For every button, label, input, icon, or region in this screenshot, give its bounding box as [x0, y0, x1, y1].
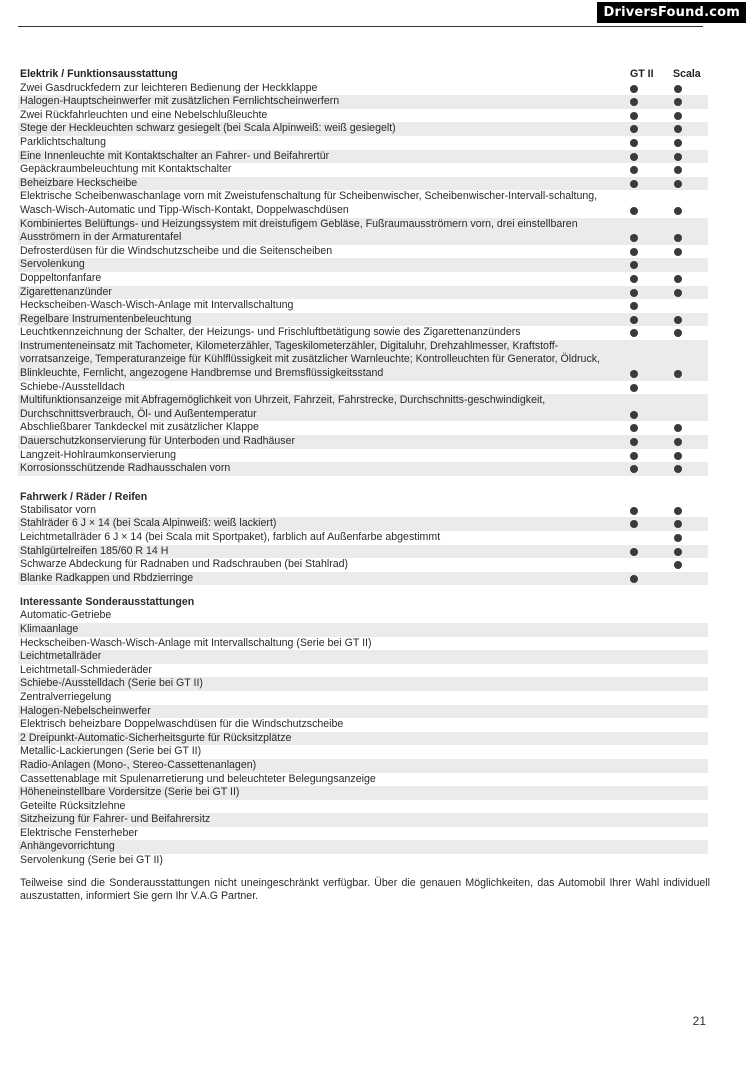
watermark-logo: DriversFound.com — [597, 2, 746, 23]
row-label: Instrumenteneinsatz mit Tachometer, Kilometerzähler, Tageskilometerzähler, Digitaluhr, Drehzahlmesser, Kraftstoff-vorratsanzeige, Temperaturanzeige für Kühlflüssigkeit mit zusätzlicher Warnleuchte; Kontrolleuchten für Generator, Öldruck, Blinkleuchte, Fernlicht, angezogene Handbremse und Bremsflüssigkeitsstand — [20, 339, 600, 380]
table-row — [18, 381, 708, 395]
row-label: Zentralverriegelung — [20, 690, 112, 703]
gt-standard-dot-icon — [630, 575, 638, 583]
row-label: Leichtmetallräder — [20, 650, 102, 663]
gt-standard-dot-icon — [630, 112, 638, 120]
row-label: Beheizbare Heckscheibe — [20, 176, 138, 189]
table-row — [18, 122, 708, 136]
row-label: Dauerschutzkonservierung für Unterboden und Radhäuser — [20, 435, 296, 448]
table-row — [18, 705, 708, 719]
page-number: 21 — [692, 1014, 706, 1028]
row-label: Leuchtkennzeichnung der Schalter, der Heizungs- und Frischluftbetätigung sowie des Zigarettenanzünders — [20, 326, 521, 339]
row-label: Parklichtschaltung — [20, 135, 106, 148]
gt-standard-dot-icon — [630, 207, 638, 215]
row-label: Stahlgürtelreifen 185/60 R 14 H — [20, 544, 169, 557]
table-row — [18, 545, 708, 559]
table-row — [18, 609, 708, 623]
row-label: Anhängevorrichtung — [20, 840, 115, 853]
gt-standard-dot-icon — [630, 261, 638, 269]
row-label: Schiebe-/Ausstelldach — [20, 380, 125, 393]
scala-standard-dot-icon — [674, 153, 682, 161]
top-divider — [18, 26, 703, 27]
gt-standard-dot-icon — [630, 452, 638, 460]
gt-standard-dot-icon — [630, 384, 638, 392]
scala-standard-dot-icon — [674, 234, 682, 242]
row-label: Automatic-Getriebe — [20, 609, 112, 622]
footnote: Teilweise sind die Sonderausstattungen nicht uneingeschränkt verfügbar. Über die genauen Möglichkeiten, das Automobil Ihrer Wahl individuell auszustatten, informiert Sie gern Ihr V.A.G Partner. — [20, 876, 710, 903]
table-row — [18, 800, 708, 814]
table-row — [18, 95, 708, 109]
table-row — [18, 572, 708, 586]
table-row — [18, 421, 708, 435]
scala-standard-dot-icon — [674, 561, 682, 569]
row-label: Elektrische Scheibenwaschanlage vorn mit Zweistufenschaltung für Scheibenwischer, Scheibenwischer-Intervall-schaltung, Wasch-Wisch-Automatic und Tipp-Wisch-Kontakt, Doppelwaschdüsen — [20, 190, 598, 216]
table-row — [18, 150, 708, 164]
scala-standard-dot-icon — [674, 438, 682, 446]
scala-standard-dot-icon — [674, 98, 682, 106]
scala-standard-dot-icon — [674, 112, 682, 120]
scala-standard-dot-icon — [674, 275, 682, 283]
table-row — [18, 258, 708, 272]
table-row — [18, 340, 708, 381]
row-label: Halogen-Nebelscheinwerfer — [20, 704, 151, 717]
section-title-fahrwerk: Fahrwerk / Räder / Reifen — [20, 490, 148, 503]
table-row — [18, 272, 708, 286]
scala-standard-dot-icon — [674, 207, 682, 215]
table-row — [18, 732, 708, 746]
row-label: 2 Dreipunkt-Automatic-Sicherheitsgurte für Rücksitzplätze — [20, 731, 292, 744]
row-label: Schiebe-/Ausstelldach (Serie bei GT II) — [20, 677, 203, 690]
row-label: Heckscheiben-Wasch-Wisch-Anlage mit Intervallschaltung (Serie bei GT II) — [20, 636, 372, 649]
row-label: Servolenkung — [20, 258, 85, 271]
gt-standard-dot-icon — [630, 125, 638, 133]
table-row — [18, 504, 708, 518]
section-rows-fahrwerk — [18, 504, 708, 586]
table-row — [18, 299, 708, 313]
gt-standard-dot-icon — [630, 180, 638, 188]
row-label: Klimaanlage — [20, 622, 79, 635]
table-row — [18, 786, 708, 800]
table-row — [18, 637, 708, 651]
row-label: Zwei Gasdruckfedern zur leichteren Bedienung der Heckklappe — [20, 81, 318, 94]
row-label: Stabilisator vorn — [20, 503, 96, 516]
row-label: Schwarze Abdeckung für Radnaben und Radschrauben (bei Stahlrad) — [20, 558, 349, 571]
table-row — [18, 190, 708, 217]
row-label: Halogen-Hauptscheinwerfer mit zusätzlichen Fernlichtscheinwerfern — [20, 95, 340, 108]
gt-standard-dot-icon — [630, 98, 638, 106]
row-label: Cassettenablage mit Spulenarretierung und beleuchteter Belegungsanzeige — [20, 772, 376, 785]
row-label: Regelbare Instrumentenbeleuchtung — [20, 312, 192, 325]
table-row — [18, 773, 708, 787]
table-row — [18, 462, 708, 476]
row-label: Leichtmetallräder 6 J × 14 (bei Scala mit Sportpaket), farblich auf Außenfarbe abgestimmt — [20, 531, 441, 544]
column-header-scala: Scala — [673, 68, 701, 80]
section-rows-sonderausstattungen — [18, 609, 708, 867]
row-label: Geteilte Rücksitzlehne — [20, 799, 126, 812]
row-label: Defrosterdüsen für die Windschutzscheibe und die Seitenscheiben — [20, 244, 333, 257]
row-label: Doppeltonfanfare — [20, 271, 102, 284]
table-row — [18, 813, 708, 827]
gt-standard-dot-icon — [630, 465, 638, 473]
scala-standard-dot-icon — [674, 424, 682, 432]
scala-standard-dot-icon — [674, 370, 682, 378]
row-label: Elektrische Fensterheber — [20, 826, 138, 839]
row-label: Leichtmetall-Schmiederäder — [20, 663, 152, 676]
table-row — [18, 218, 708, 245]
gt-standard-dot-icon — [630, 302, 638, 310]
scala-standard-dot-icon — [674, 548, 682, 556]
row-label: Langzeit-Hohlraumkonservierung — [20, 448, 177, 461]
scala-standard-dot-icon — [674, 452, 682, 460]
gt-standard-dot-icon — [630, 507, 638, 515]
gt-standard-dot-icon — [630, 316, 638, 324]
row-label: Radio-Anlagen (Mono-, Stereo-Cassettenanlagen) — [20, 758, 257, 771]
scala-standard-dot-icon — [674, 125, 682, 133]
table-row — [18, 691, 708, 705]
scala-standard-dot-icon — [674, 166, 682, 174]
table-row — [18, 650, 708, 664]
table-row — [18, 558, 708, 572]
gt-standard-dot-icon — [630, 139, 638, 147]
table-row — [18, 840, 708, 854]
scala-standard-dot-icon — [674, 520, 682, 528]
gt-standard-dot-icon — [630, 370, 638, 378]
table-row — [18, 623, 708, 637]
gt-standard-dot-icon — [630, 166, 638, 174]
row-label: Stahlräder 6 J × 14 (bei Scala Alpinweiß: weiß lackiert) — [20, 517, 277, 530]
table-row — [18, 517, 708, 531]
row-label: Multifunktionsanzeige mit Abfragemöglichkeit von Uhrzeit, Fahrzeit, Fahrstrecke, Durchschnitts-geschwindigkeit, Durchschnittsverbrauch, Öl- und Außentemperatur — [20, 394, 546, 420]
gt-standard-dot-icon — [630, 520, 638, 528]
table-row — [18, 163, 708, 177]
row-label: Eine Innenleuchte mit Kontaktschalter an Fahrer- und Beifahrertür — [20, 149, 330, 162]
table-row — [18, 531, 708, 545]
row-label: Blanke Radkappen und Rbdzierringe — [20, 571, 194, 584]
gt-standard-dot-icon — [630, 234, 638, 242]
row-label: Stege der Heckleuchten schwarz gesiegelt (bei Scala Alpinweiß: weiß gesiegelt) — [20, 122, 396, 135]
table-row — [18, 435, 708, 449]
table-row — [18, 854, 708, 868]
table-row — [18, 177, 708, 191]
table-row — [18, 664, 708, 678]
row-label: Elektrisch beheizbare Doppelwaschdüsen für die Windschutzscheibe — [20, 718, 344, 731]
table-row — [18, 326, 708, 340]
scala-standard-dot-icon — [674, 534, 682, 542]
scala-standard-dot-icon — [674, 289, 682, 297]
section-title: Elektrik / Funktionsausstattung — [20, 68, 178, 80]
table-row — [18, 313, 708, 327]
gt-standard-dot-icon — [630, 438, 638, 446]
row-label: Gepäckraumbeleuchtung mit Kontaktschalter — [20, 163, 232, 176]
table-row — [18, 394, 708, 421]
scala-standard-dot-icon — [674, 507, 682, 515]
section-rows-elektrik — [18, 82, 708, 476]
row-label: Sitzheizung für Fahrer- und Beifahrersitz — [20, 813, 211, 826]
section-header-elektrik — [18, 68, 708, 82]
table-row — [18, 745, 708, 759]
row-label: Heckscheiben-Wasch-Wisch-Anlage mit Intervallschaltung — [20, 299, 294, 312]
scala-standard-dot-icon — [674, 329, 682, 337]
row-label: Metallic-Lackierungen (Serie bei GT II) — [20, 745, 202, 758]
column-header-gt: GT II — [630, 68, 654, 80]
table-row — [18, 82, 708, 96]
table-row — [18, 677, 708, 691]
scala-standard-dot-icon — [674, 316, 682, 324]
gt-standard-dot-icon — [630, 548, 638, 556]
table-row — [18, 286, 708, 300]
row-label: Zigarettenanzünder — [20, 285, 112, 298]
table-row — [18, 449, 708, 463]
gt-standard-dot-icon — [630, 153, 638, 161]
table-row — [18, 718, 708, 732]
scala-standard-dot-icon — [674, 139, 682, 147]
scala-standard-dot-icon — [674, 180, 682, 188]
row-label: Höheneinstellbare Vordersitze (Serie bei GT II) — [20, 786, 240, 799]
gt-standard-dot-icon — [630, 424, 638, 432]
gt-standard-dot-icon — [630, 329, 638, 337]
gt-standard-dot-icon — [630, 275, 638, 283]
scala-standard-dot-icon — [674, 85, 682, 93]
scala-standard-dot-icon — [674, 465, 682, 473]
row-label: Korrosionsschützende Radhausschalen vorn — [20, 462, 231, 475]
gt-standard-dot-icon — [630, 248, 638, 256]
gt-standard-dot-icon — [630, 289, 638, 297]
row-label: Kombiniertes Belüftungs- und Heizungssystem mit dreistufigem Gebläse, Fußraumausströmern vorn, drei einstellbaren Ausströmern in der Armaturentafel — [20, 217, 578, 244]
equipment-list — [18, 68, 708, 904]
table-row — [18, 109, 708, 123]
gt-standard-dot-icon — [630, 411, 638, 419]
table-row — [18, 136, 708, 150]
row-label: Servolenkung (Serie bei GT II) — [20, 854, 163, 867]
row-label: Abschließbarer Tankdeckel mit zusätzlicher Klappe — [20, 421, 259, 434]
table-row — [18, 759, 708, 773]
table-row — [18, 245, 708, 259]
gt-standard-dot-icon — [630, 85, 638, 93]
scala-standard-dot-icon — [674, 248, 682, 256]
row-label: Zwei Rückfahrleuchten und eine Nebelschlußleuchte — [20, 108, 268, 121]
section-title-sonderausstattungen: Interessante Sonderausstattungen — [20, 596, 195, 609]
table-row — [18, 827, 708, 841]
